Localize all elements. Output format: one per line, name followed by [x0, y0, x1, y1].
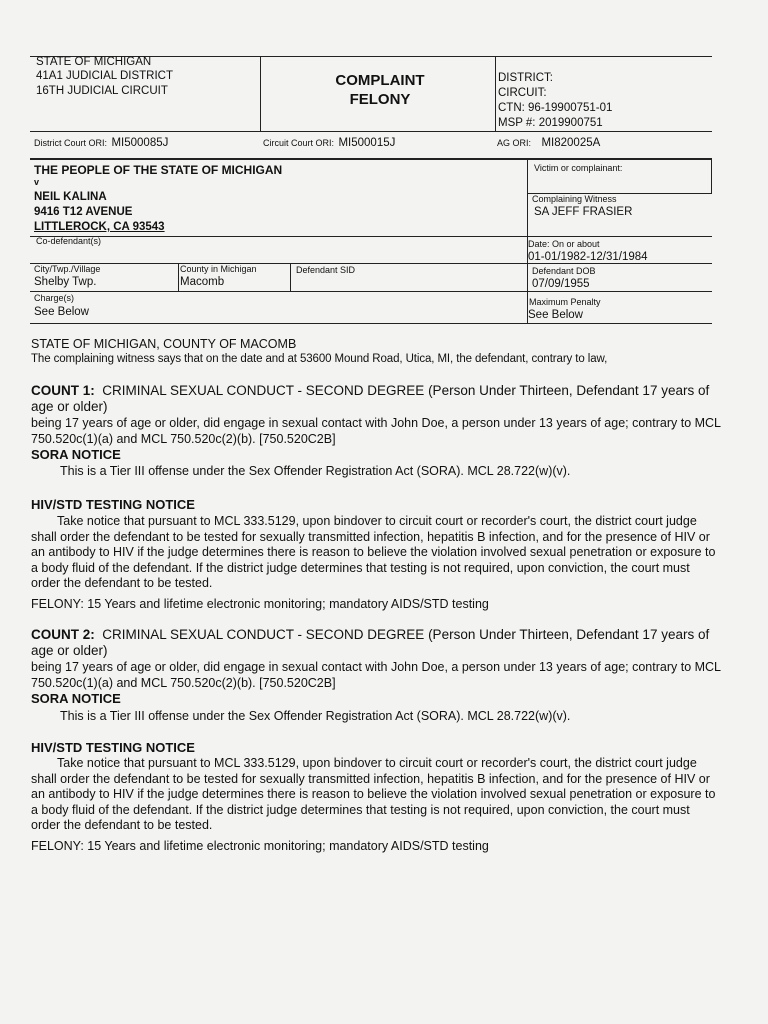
- defendant-street: 9416 T12 AVENUE: [34, 206, 133, 218]
- codefendant-rule: [30, 236, 712, 237]
- ag-ori-label: AG ORI:: [497, 138, 532, 148]
- county-divider: [178, 263, 179, 291]
- hiv-heading: HIV/STD TESTING NOTICE: [31, 497, 195, 512]
- count-text: being 17 years of age or older, did engage in sexual contact with John Doe, a person under 13 years of age; contrary to MCL 750.520c(1)(a) and MCL 750.520c(2)(b). [750.520C2B]: [31, 416, 721, 446]
- msp-value: MSP #: 2019900751: [498, 117, 603, 129]
- header-divider-left: [260, 56, 261, 131]
- people-heading: THE PEOPLE OF THE STATE OF MICHIGAN: [34, 163, 283, 177]
- city-value: Shelby Twp.: [34, 276, 97, 288]
- charges-value: See Below: [34, 306, 89, 318]
- county-value: Macomb: [180, 276, 225, 288]
- count-heading: [31, 627, 711, 659]
- sora-text: This is a Tier III offense under the Sex Offender Registration Act (SORA). MCL 28.722(w)(v).: [60, 464, 571, 478]
- state-county-line: STATE OF MICHIGAN, COUNTY OF MACOMB: [31, 337, 297, 351]
- header-divider-right: [495, 56, 496, 131]
- county-label: County in Michigan: [180, 264, 257, 274]
- sora-text: This is a Tier III offense under the Sex Offender Registration Act (SORA). MCL 28.722(w)(v).: [60, 709, 571, 723]
- versus-label: v: [34, 177, 40, 187]
- defendant-city: LITTLEROCK, CA 93543: [34, 221, 165, 233]
- victim-box-right: [711, 158, 712, 193]
- count-label: COUNT 2:: [31, 627, 95, 642]
- codefendant-label: Co-defendant(s): [36, 236, 102, 246]
- defendant-name: NEIL KALINA: [34, 191, 107, 203]
- parties-top-rule: [30, 158, 712, 160]
- ag-ori-value: MI820025A: [541, 137, 601, 149]
- circuit-ori-label: Circuit Court ORI:: [263, 138, 335, 148]
- charges-label: Charge(s): [34, 293, 75, 303]
- district-label: DISTRICT:: [498, 72, 553, 84]
- sid-divider: [290, 263, 291, 291]
- witness-value: SA JEFF FRASIER: [534, 206, 633, 218]
- document-title: COMPLAINT: [335, 72, 425, 89]
- dob-value: 07/09/1955: [532, 278, 590, 290]
- date-label: Date: On or about: [528, 239, 600, 249]
- count-offense: CRIMINAL SEXUAL CONDUCT - SECOND DEGREE (Person Under Thirteen, Defendant 17 years of age or older): [31, 627, 710, 658]
- district-ori-label: District Court ORI:: [34, 138, 108, 148]
- city-label: City/Twp./Village: [34, 264, 101, 274]
- victim-label: Victim or complainant:: [534, 163, 623, 173]
- circuit-ori: [263, 133, 395, 151]
- hiv-text: Take notice that pursuant to MCL 333.5129, upon bindover to circuit court or recorder's court, the district court judge shall order the defendant to be tested for sexually transmitted infection, hepatitis B infection, and for the presence of HIV or an antibody to HIV if the judge determines there is reason to believe the violation involved sexual penetration or exposure to a body fluid of the defendant. If the district judge determines that testing is not required, upon conviction, the court must order the defendant to be tested.: [31, 514, 716, 590]
- hiv-text: Take notice that pursuant to MCL 333.5129, upon bindover to circuit court or recorder's court, the district court judge shall order the defendant to be tested for sexually transmitted infection, hepatitis B infection, and for the presence of HIV or an antibody to HIV if the judge determines there is reason to believe the violation involved sexual penetration or exposure to a body fluid of the defendant. If the district judge determines that testing is not required, upon conviction, the court must order the defendant to be tested.: [31, 756, 716, 832]
- hiv-heading: HIV/STD TESTING NOTICE: [31, 740, 195, 755]
- ag-ori: [497, 133, 600, 151]
- felony-line: FELONY: 15 Years and lifetime electronic monitoring; mandatory AIDS/STD testing: [31, 839, 489, 853]
- court-line: 16TH JUDICIAL CIRCUIT: [36, 85, 168, 97]
- sid-label: Defendant SID: [296, 265, 356, 275]
- witness-label: Complaining Witness: [532, 194, 617, 204]
- circuit-ori-value: MI500015J: [338, 137, 396, 149]
- count-offense: CRIMINAL SEXUAL CONDUCT - SECOND DEGREE (Person Under Thirteen, Defendant 17 years of age or older): [31, 383, 710, 414]
- district-ori-value: MI500085J: [111, 137, 169, 149]
- intro-line: The complaining witness says that on the date and at 53600 Mound Road, Utica, MI, the defendant, contrary to law,: [31, 353, 608, 365]
- document-subtitle: FELONY: [349, 91, 411, 108]
- circuit-label: CIRCUIT:: [498, 87, 547, 99]
- dob-label: Defendant DOB: [532, 266, 596, 276]
- ctn-value: CTN: 96-19900751-01: [498, 102, 613, 114]
- sora-heading: SORA NOTICE: [31, 447, 121, 462]
- sora-heading: SORA NOTICE: [31, 691, 121, 706]
- charges-rule: [30, 291, 712, 292]
- count-heading: [31, 383, 711, 415]
- penalty-label: Maximum Penalty: [529, 297, 601, 307]
- penalty-value: See Below: [528, 309, 583, 321]
- header-bottom-rule: [30, 131, 712, 132]
- count-text: being 17 years of age or older, did engage in sexual contact with John Doe, a person under 13 years of age; contrary to MCL 750.520c(1)(a) and MCL 750.520c(2)(b). [750.520C2B]: [31, 660, 721, 690]
- court-line: 41A1 JUDICIAL DISTRICT: [36, 70, 173, 82]
- felony-line: FELONY: 15 Years and lifetime electronic monitoring; mandatory AIDS/STD testing: [31, 597, 489, 611]
- date-value: 01-01/1982-12/31/1984: [528, 251, 648, 263]
- court-line: STATE OF MICHIGAN: [36, 56, 152, 68]
- district-ori: [34, 133, 168, 151]
- count-label: COUNT 1:: [31, 383, 95, 398]
- parties-bottom-rule: [30, 323, 712, 324]
